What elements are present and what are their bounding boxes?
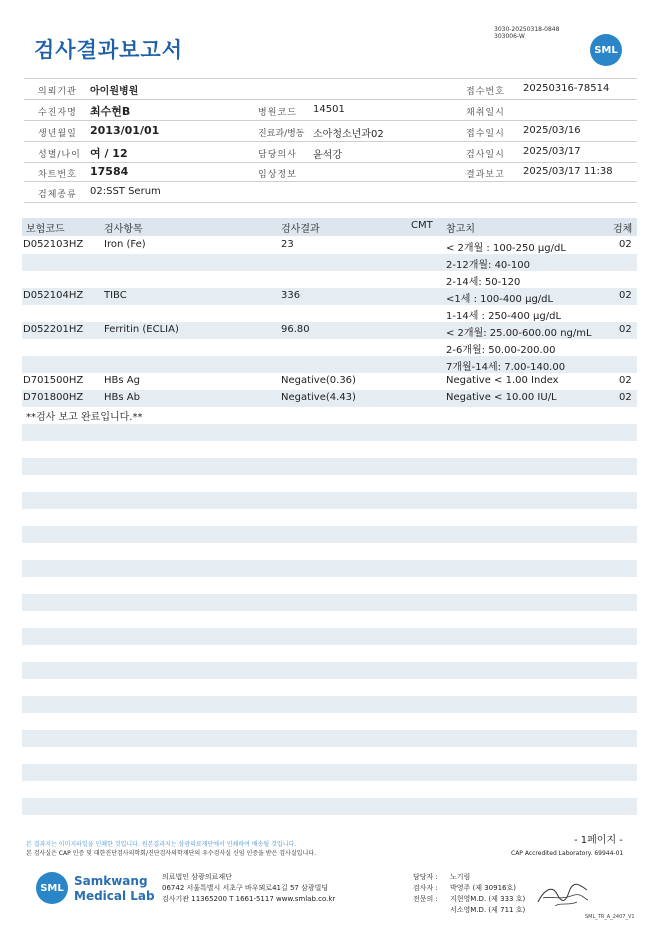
dept-value: 소아청소년과02 [313, 129, 384, 140]
header-divider [24, 78, 637, 79]
cap-accreditation: CAP Accredited Laboratory. 69944-01 [511, 850, 624, 857]
sml-brand-logo-icon: SML [36, 872, 68, 904]
report-date-label: 결과보고 [466, 170, 505, 180]
specialist-value-2: 서소영M.D. (제 711 호) [450, 906, 526, 914]
sex-age-value: 여 / 12 [90, 147, 128, 160]
chart-value: 17584 [90, 165, 129, 178]
org-name: 의료법인 삼광의료재단 [162, 873, 232, 881]
row-item: Iron (Fe) [104, 239, 146, 250]
specialist-label: 전문의 : [413, 895, 438, 903]
row-result: Negative(0.36) [281, 375, 356, 386]
row-specimen: 02 [619, 375, 632, 386]
row-ref: < 2개월: 25.00-600.00 ng/mL [446, 328, 592, 339]
test-date-value: 2025/03/17 [523, 146, 581, 157]
clinical-label: 임상정보 [258, 170, 297, 180]
birth-value: 2013/01/01 [90, 124, 160, 137]
table-stripe [22, 798, 637, 815]
row-specimen: 02 [619, 239, 632, 250]
row-specimen: 02 [619, 324, 632, 335]
form-code: SML_TR_A_2407_V1 [585, 914, 635, 920]
document-id-line1: 3030-20250318-0848 [494, 26, 560, 33]
certification-notice: 본 검사실은 CAP 인증 및 대한진단검사의학회/진단검사의학재단의 우수검사실 신임 인증을 받은 검사실입니다. [26, 850, 316, 857]
staff-value: 노기림 [450, 873, 471, 881]
institution-value: 아이원병원 [90, 86, 139, 97]
brand-name-line1: Samkwang [74, 874, 148, 888]
specimen-label: 검체종류 [38, 190, 77, 200]
print-notice: 본 결과지는 이미지파일을 인쇄한 것입니다. 원본결과지는 삼광의료재단에서 인쇄하여 배송될 것입니다. [26, 841, 297, 848]
page-number: - 1페이지 - [574, 835, 623, 846]
document-id [494, 26, 559, 40]
row-item: HBs Ag [104, 375, 140, 386]
header-divider [24, 99, 637, 100]
row-code: D701500HZ [23, 375, 84, 386]
org-address: 06742 서울특별시 서초구 바우뫼로41길 57 삼광빌딩 [162, 884, 329, 892]
completion-note: **검사 보고 완료입니다.** [26, 412, 143, 423]
row-item: TIBC [104, 290, 127, 301]
row-code: D052103HZ [23, 239, 84, 250]
row-ref: Negative < 1.00 Index [446, 375, 559, 386]
tester-label: 검사자 : [413, 884, 438, 892]
patient-value: 최수현B [90, 105, 131, 118]
sex-age-label: 성별/나이 [38, 150, 81, 160]
table-stripe [22, 526, 637, 543]
table-stripe [22, 458, 637, 475]
test-date-label: 검사일시 [466, 150, 505, 160]
row-ref: 1-14세 : 250-400 μg/dL [446, 311, 562, 322]
org-contact: 검사기관 11365200 T 1661-5117 www.smlab.co.kr [162, 895, 336, 903]
document-id-line2: 303006-W [494, 33, 525, 40]
row-result: 96.80 [281, 324, 310, 335]
row-ref: < 2개월 : 100-250 μg/dL [446, 243, 566, 254]
receipt-no-label: 접수번호 [466, 87, 505, 97]
patient-label: 수진자명 [38, 108, 77, 118]
row-ref: <1세 : 100-400 μg/dL [446, 294, 554, 305]
doctor-value: 윤석강 [313, 150, 342, 161]
col-item-header: 검사항목 [104, 224, 143, 235]
table-stripe [22, 594, 637, 611]
receipt-date-label: 접수일시 [466, 129, 505, 139]
col-ref-header: 참고치 [446, 224, 475, 235]
receipt-date-value: 2025/03/16 [523, 125, 581, 136]
header-divider [24, 120, 637, 121]
table-stripe [22, 696, 637, 713]
table-stripe [22, 560, 637, 577]
doctor-label: 담당의사 [258, 150, 297, 160]
row-result: Negative(4.43) [281, 392, 356, 403]
header-divider [24, 202, 637, 203]
collect-label: 채취일시 [466, 108, 505, 118]
row-result: 336 [281, 290, 301, 301]
institution-label: 의뢰기관 [38, 87, 77, 97]
specialist-value-1: 지현영M.D. (제 333 호) [450, 895, 526, 903]
specimen-value: 02:SST Serum [90, 186, 161, 197]
row-ref: 7개월-14세: 7.00-140.00 [446, 362, 566, 373]
row-code: D052201HZ [23, 324, 84, 335]
col-cmt-header: CMT [411, 220, 433, 231]
row-ref: 2-12개월: 40-100 [446, 260, 530, 271]
header-divider [24, 141, 637, 142]
col-specimen-header: 검체 [613, 224, 633, 235]
header-divider [24, 162, 637, 163]
staff-label: 담당자 : [413, 873, 438, 881]
table-stripe [22, 254, 637, 271]
chart-label: 차트번호 [38, 170, 77, 180]
col-code-header: 보험코드 [26, 224, 65, 235]
hospital-code-label: 병원코드 [258, 108, 297, 118]
row-code: D701800HZ [23, 392, 84, 403]
row-code: D052104HZ [23, 290, 84, 301]
row-item: Ferritin (ECLIA) [104, 324, 179, 335]
tester-value: 박영주 (제 30916호) [450, 884, 516, 892]
row-item: HBs Ab [104, 392, 140, 403]
receipt-no-value: 20250316-78514 [523, 83, 610, 94]
table-stripe [22, 662, 637, 679]
signature-icon [535, 880, 590, 910]
brand-name-line2: Medical Lab [74, 889, 155, 903]
report-title: 검사결과보고서 [34, 38, 184, 62]
table-stripe [22, 628, 637, 645]
col-result-header: 검사결과 [281, 224, 320, 235]
report-date-value: 2025/03/17 11:38 [523, 166, 613, 177]
hospital-code-value: 14501 [313, 104, 345, 115]
row-ref: 2-6개월: 50.00-200.00 [446, 345, 556, 356]
row-specimen: 02 [619, 392, 632, 403]
birth-label: 생년월일 [38, 129, 77, 139]
row-ref: Negative < 10.00 IU/L [446, 392, 557, 403]
sml-logo-icon: SML [590, 34, 622, 66]
row-result: 23 [281, 239, 294, 250]
table-stripe [22, 492, 637, 509]
row-specimen: 02 [619, 290, 632, 301]
table-stripe [22, 730, 637, 747]
table-stripe [22, 764, 637, 781]
table-stripe [22, 424, 637, 441]
row-ref: 2-14세: 50-120 [446, 277, 521, 288]
dept-label: 진료과/병동 [258, 129, 305, 139]
header-divider [24, 181, 637, 182]
